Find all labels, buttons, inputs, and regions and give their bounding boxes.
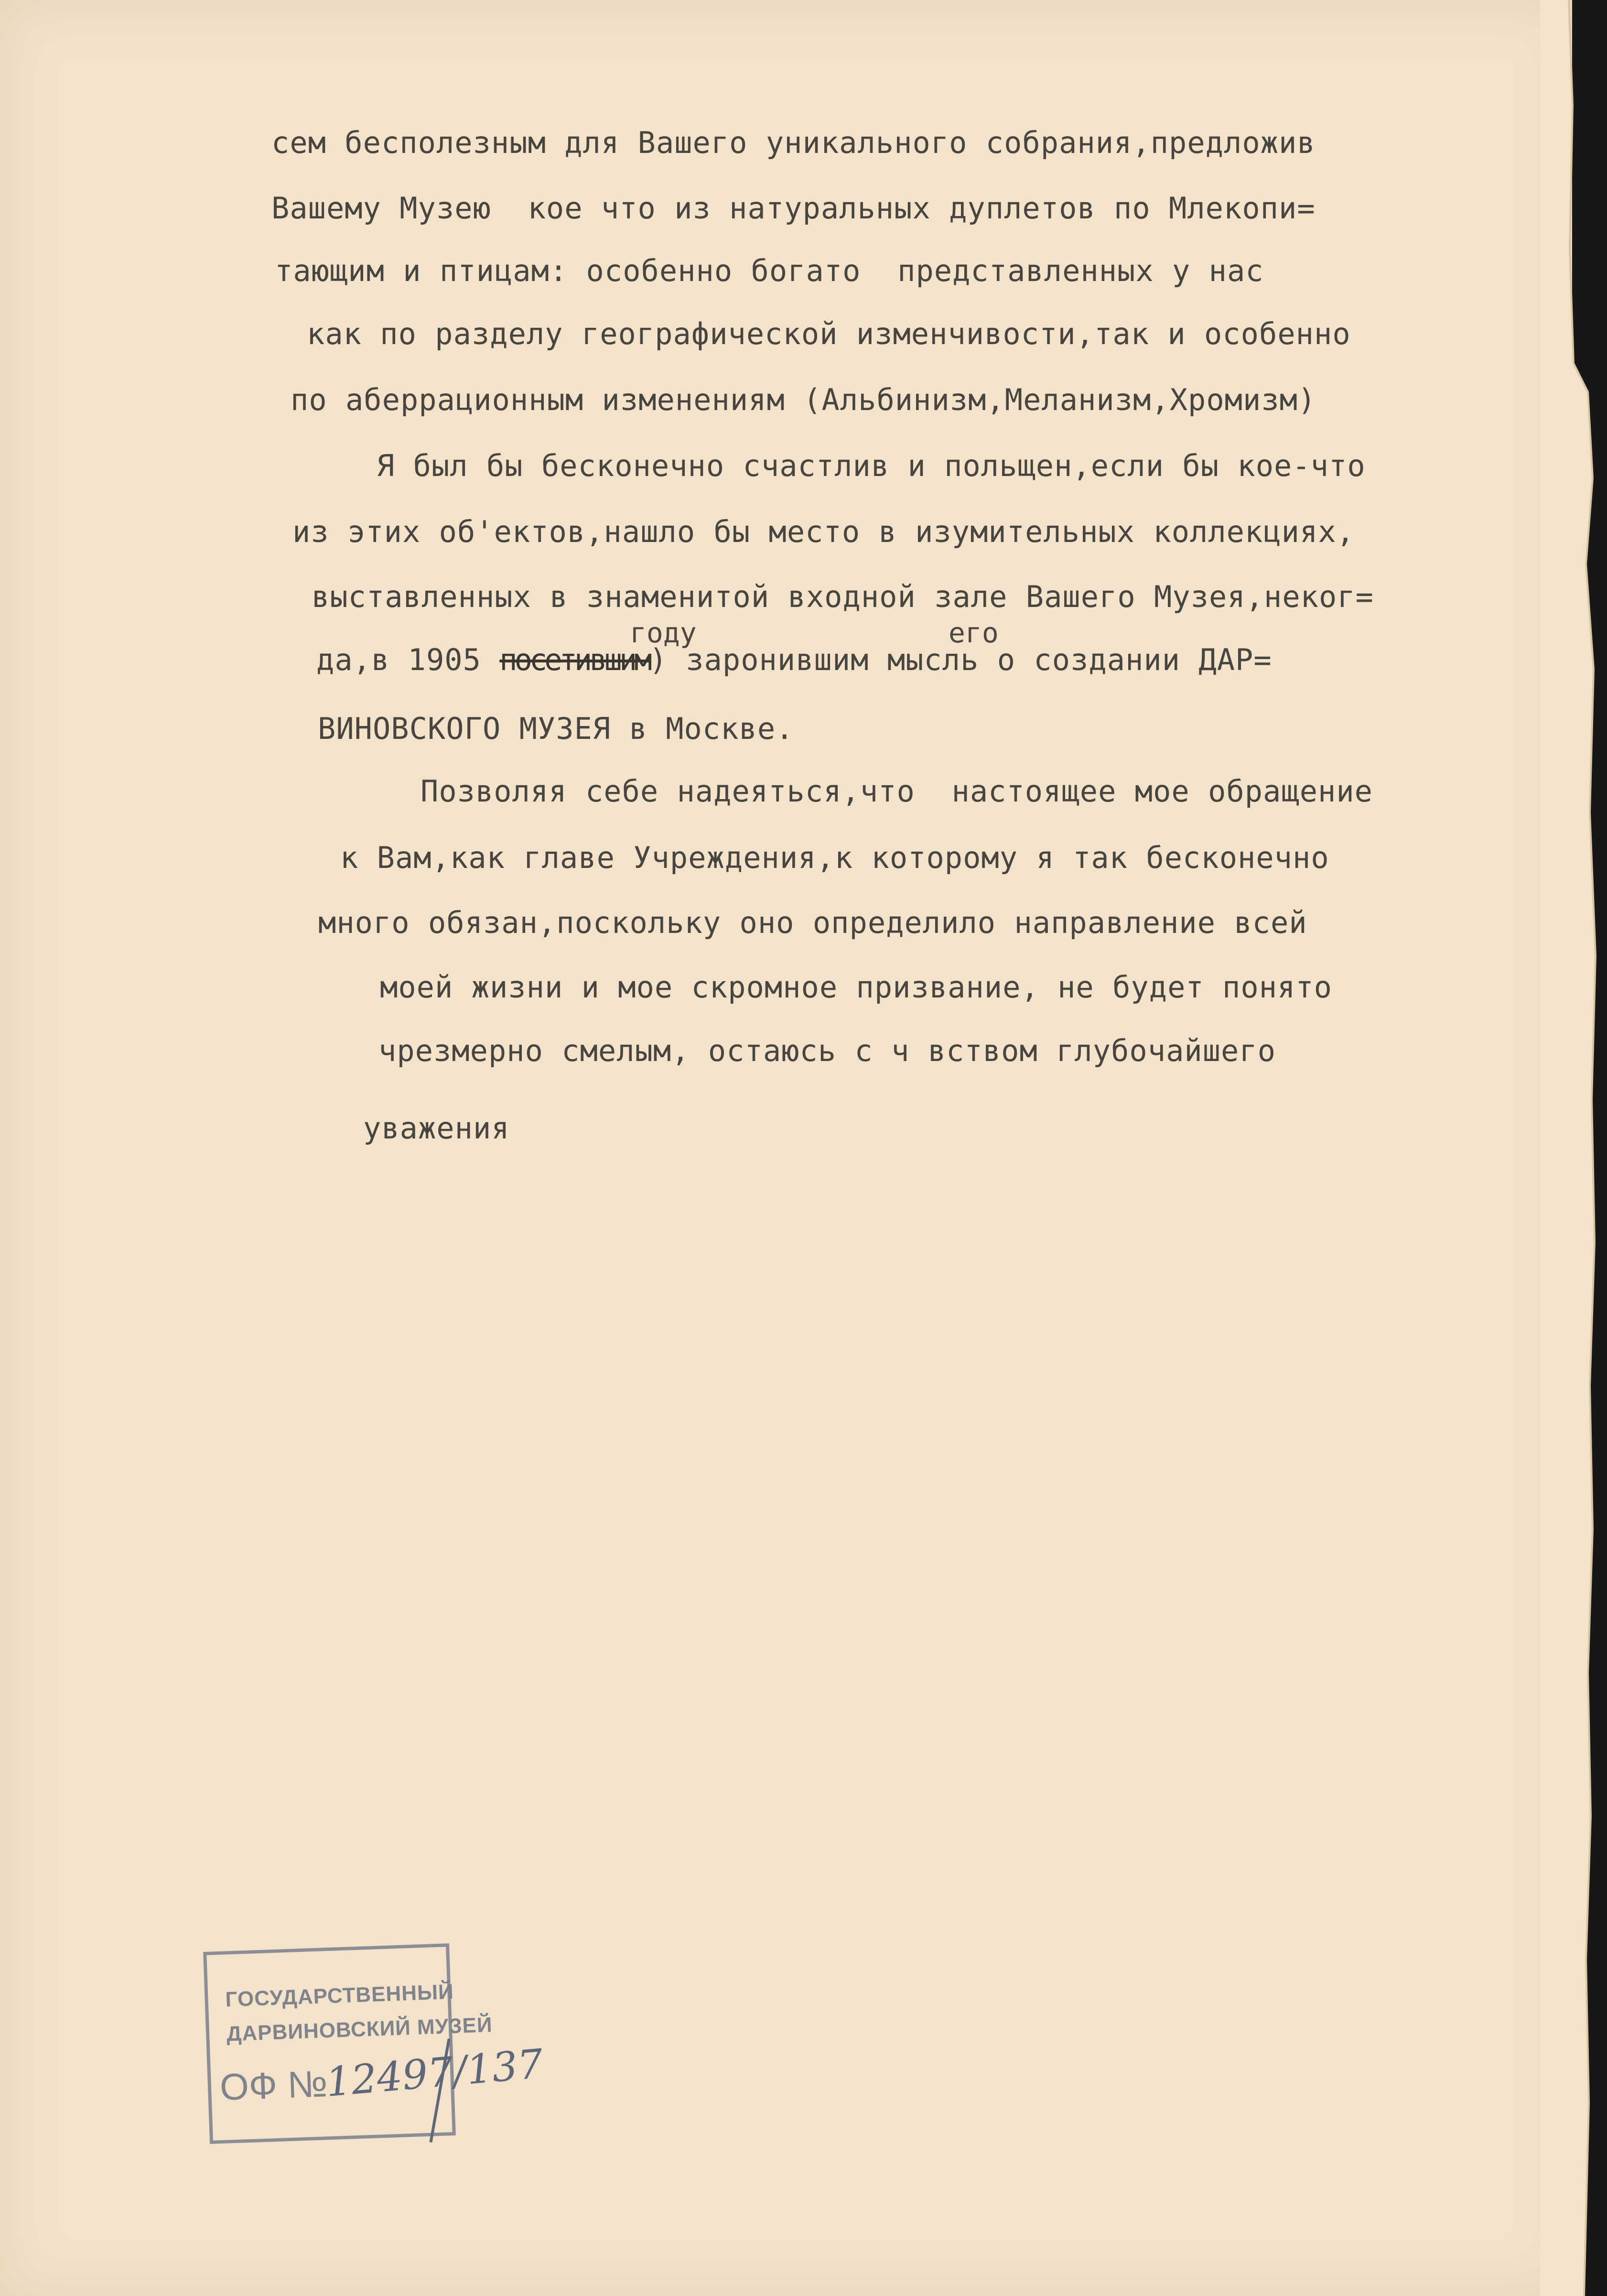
- line-9-start: да,в 1905: [316, 642, 500, 677]
- stamp-line-2: ДАРВИНОВСКИЙ МУЗЕЙ: [226, 2013, 493, 2046]
- stamp-line-1: ГОСУДАРСТВЕННЫЙ: [225, 1980, 454, 2012]
- text-line-13: много обязан,поскольку оно определило направление всей: [318, 905, 1307, 940]
- stamp-inventory-number: 12497/137: [324, 2040, 545, 2106]
- insertion-above-pronoun: его: [949, 617, 999, 649]
- text-line-6: Я был бы бесконечно счастлив и польщен,если бы кое-что: [377, 448, 1366, 483]
- line-9-end: ) заронившим мысль о создании ДАР=: [649, 642, 1272, 677]
- torn-paper-edge: [1540, 0, 1607, 2296]
- text-line-14: моей жизни и мое скромное призвание, не будет понято: [380, 970, 1333, 1005]
- text-line-5: по аберрационным изменениям (Альбинизм,Меланизм,Хромизм): [291, 382, 1316, 417]
- stamp-fund-prefix: ОФ №: [219, 2062, 328, 2109]
- text-line-16: уважения: [363, 1111, 510, 1146]
- text-line-11: Позволяя себе надеяться,что настоящее мое обращение: [421, 774, 1373, 809]
- text-line-2: Вашему Музею кое что из натуральных дуплетов по Млекопи=: [271, 191, 1316, 226]
- text-line-1: сем бесполезным для Вашего уникального собрания,предложив: [271, 125, 1316, 160]
- text-line-9: [316, 642, 1272, 677]
- text-line-12: к Вам,как главе Учреждения,к которому я так бесконечно: [340, 840, 1329, 875]
- text-line-3: тающим и птицам: особенно богато представленных у нас: [275, 253, 1264, 288]
- text-line-7: из этих об'ектов,нашло бы место в изумительных коллекциях,: [292, 514, 1355, 549]
- insertion-above-year: году: [630, 617, 697, 649]
- text-line-10: ВИНОВСКОГО МУЗЕЯ в Москве.: [318, 711, 794, 746]
- text-line-8: выставленных в знаменитой входной зале Вашего Музея,неког=: [312, 579, 1374, 614]
- museum-inventory-stamp: [203, 1943, 545, 2144]
- text-line-15: чрезмерно смелым, остаюсь с ч вством глубочайшего: [378, 1033, 1276, 1068]
- struck-word: посетившим: [499, 642, 649, 677]
- text-line-4: как по разделу географической изменчивости,так и особенно: [307, 316, 1351, 351]
